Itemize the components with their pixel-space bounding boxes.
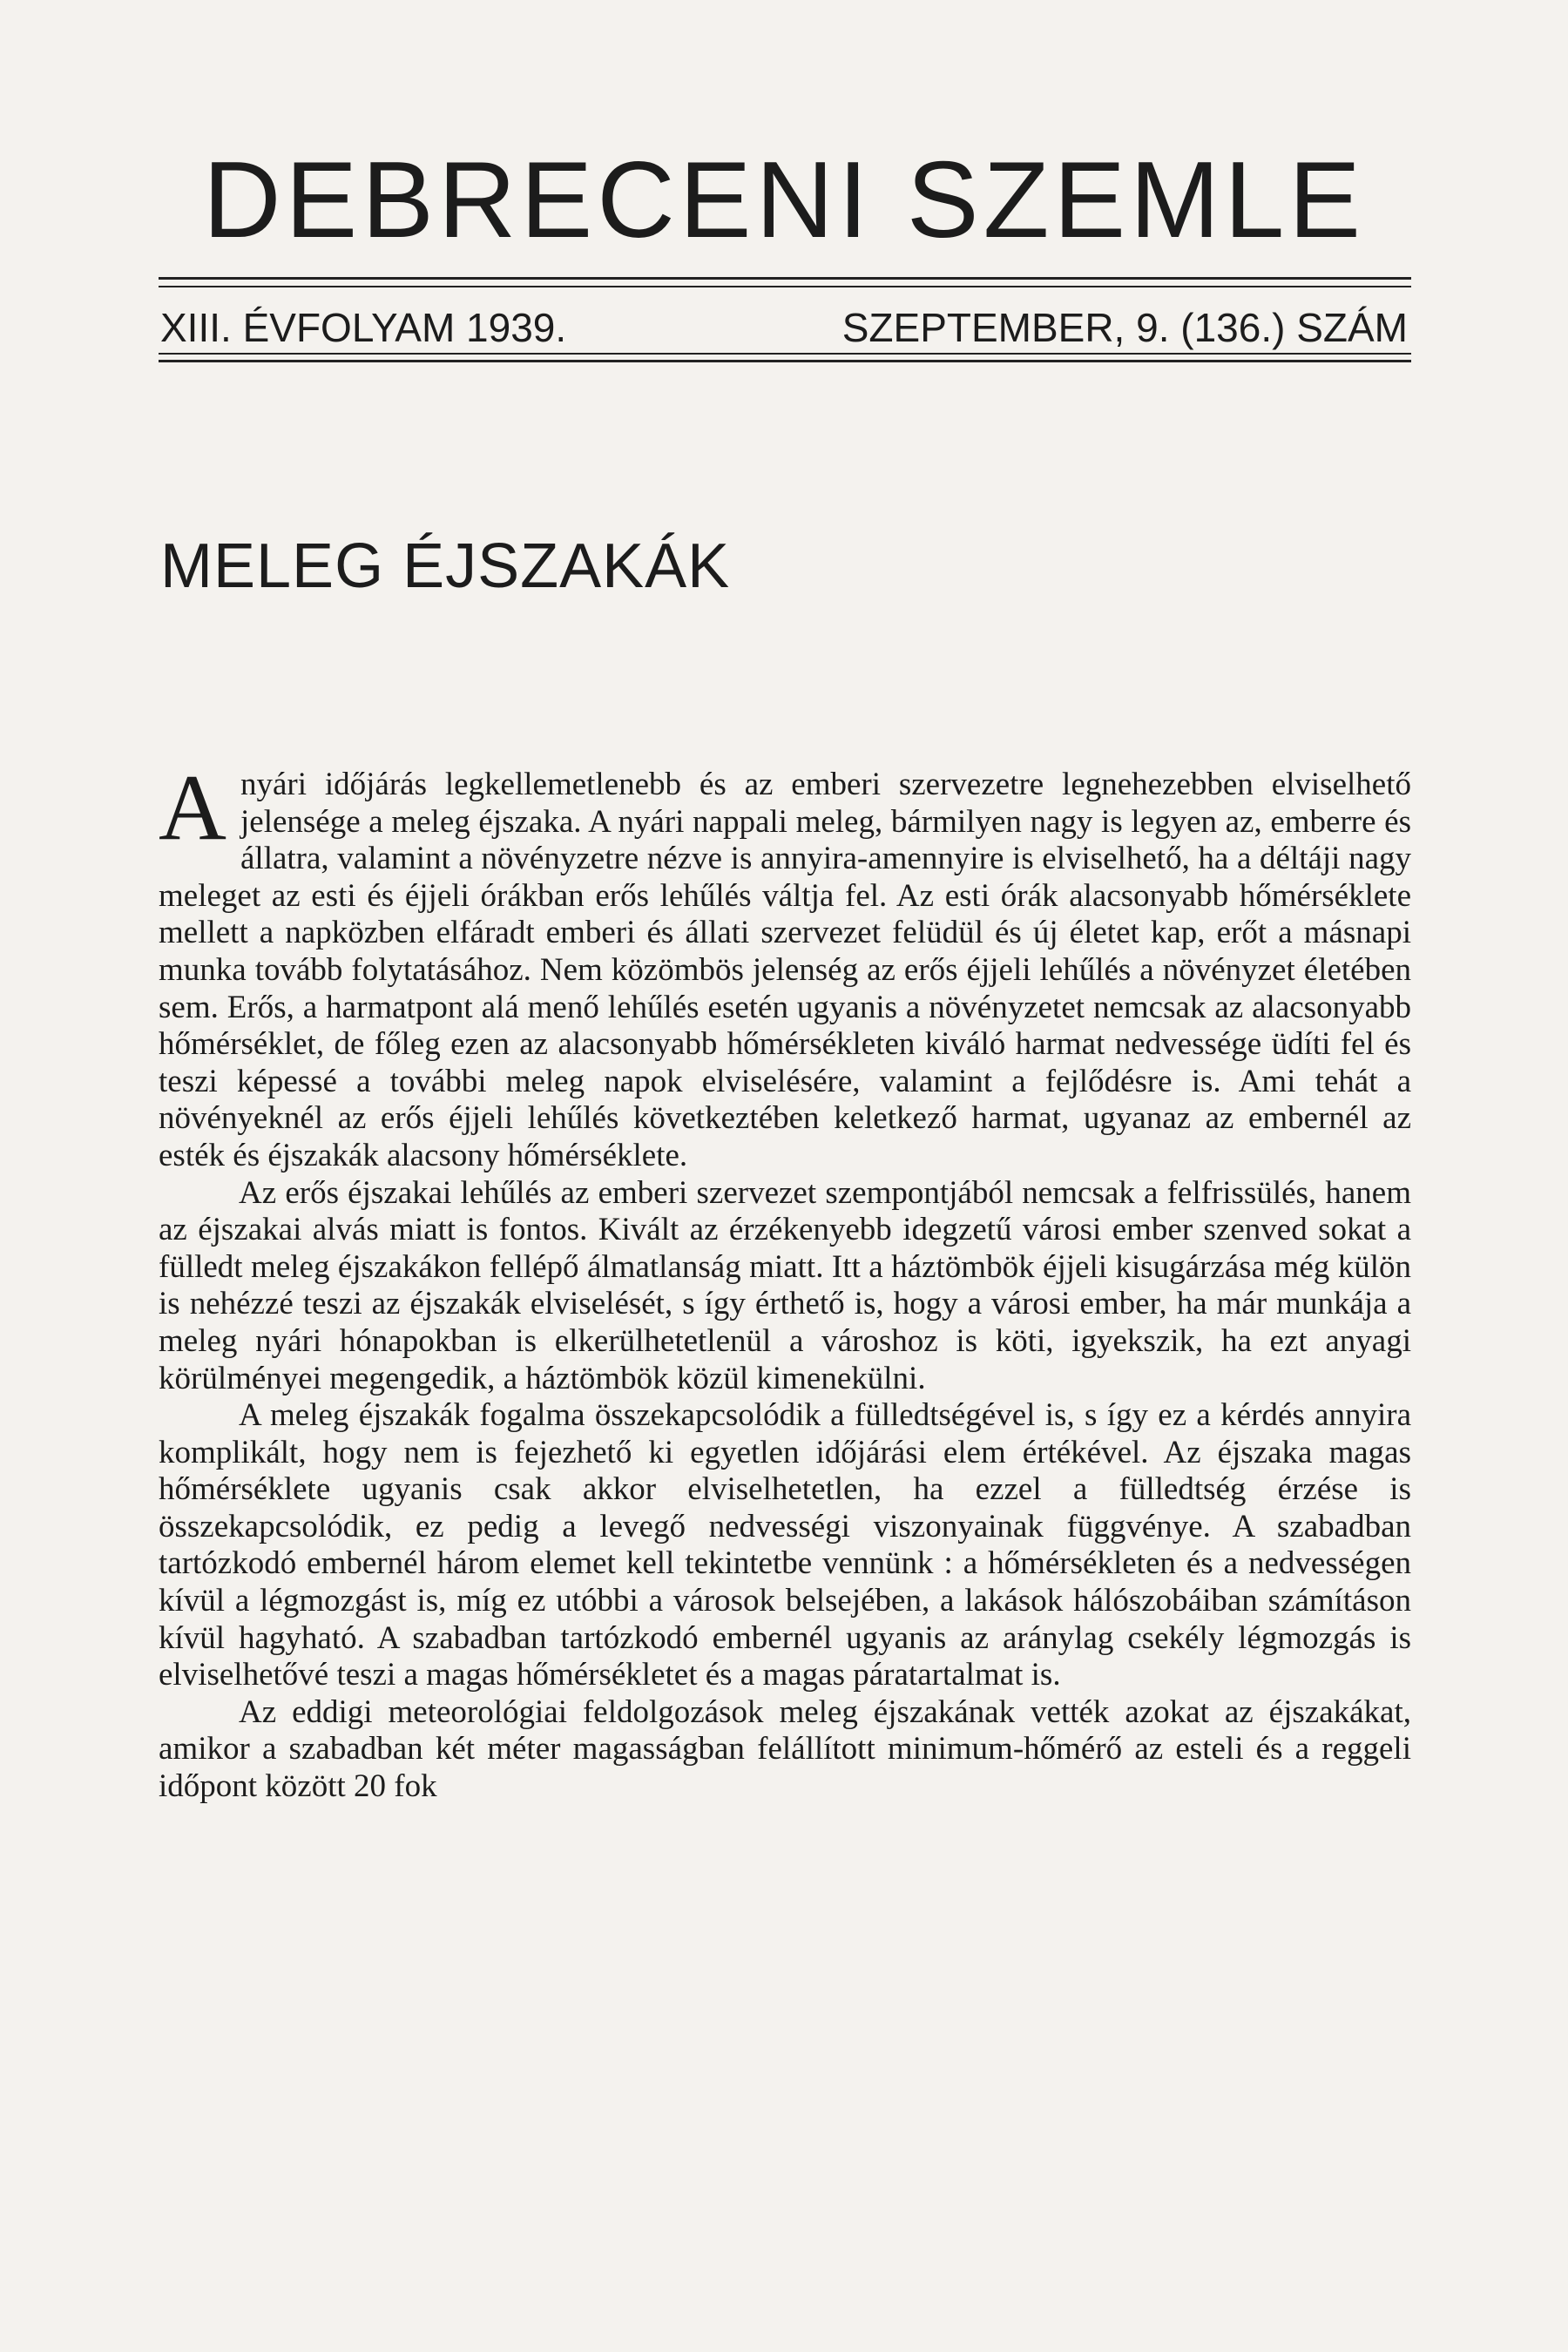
masthead-rule-top-thick: [159, 277, 1411, 280]
issue-info: SZEPTEMBER, 9. (136.) SZÁM: [841, 305, 1408, 350]
article-paragraph: [159, 756, 1411, 1175]
issue-line: [160, 303, 1408, 352]
drop-cap: A: [159, 756, 226, 860]
paragraph-text: nyári időjárás legkellemetlenebb és az emberi szervezetre legnehezebben elviselhető jelensége a meleg éjszaka. A nyári nappali meleg, bármilyen nagy is legyen az, emberre és állatra, valamint a növényzetre nézve is annyira-amennyire is elviselhető, ha a déltáji nagy meleget az esti és éjjeli órákban erős lehűlés váltja fel. Az esti órák alacsonyabb hőmérséklete mellett a napközben elfáradt emberi és állati szervezet felüdül és új életet kap, erőt a másnapi munka tovább folytatásához. Nem közömbös jelenség az erős éjjeli lehűlés a növényzet életében sem. Erős, a harmatpont alá menő lehűlés esetén ugyanis a növényzetet nemcsak az alacsonyabb hőmérséklet, de főleg ezen az alacsonyabb hőmérsékleten kiváló harmat nedvessége üdíti fel és teszi képessé a további meleg napok elviselésére, valamint a fejlődésre is. Ami tehát a növényeknél az erős éjjeli lehűlés következtében keletkező harmat, ugyanaz az embernél az esték és éjszakák alacsony hőmérséklete.: [159, 767, 1411, 1173]
article-body: [159, 756, 1411, 1806]
article-paragraph: A meleg éjszakák fogalma összekapcsolódik a fülledtségével is, s így ez a kérdés annyira komplikált, hogy nem is fejezhető ki egyetlen időjárási elem értékével. Az éjszaka magas hőmérséklete ugyanis csak akkor elviselhetetlen, ha ezzel a fülledtség érzése is összekapcsolódik, ez pedig a levegő nedvességi viszonyainak függvénye. A szabadban tartózkodó embernél három elemet kell tekintetbe vennünk : a hőmérsékleten és a nedvességen kívül a légmozgást is, míg ez utóbbi a városok belsejében, a lakások hálószobáiban számításon kívül hagyható. A szabadban tartózkodó embernél ugyanis az aránylag csekély légmozgás is elviselhetővé teszi a magas hőmérsékletet és a magas páratartalmat is.: [159, 1397, 1411, 1693]
volume-info: XIII. ÉVFOLYAM 1939.: [160, 305, 567, 350]
masthead-rule-bottom-thin: [159, 353, 1411, 355]
masthead-rule-bottom-thick: [159, 360, 1411, 362]
article-paragraph: Az erős éjszakai lehűlés az emberi szervezet szempontjából nemcsak a felfrissülés, hanem az éjszakai alvás miatt is fontos. Kivált az érzékenyebb idegzetű városi ember szenved sokat a fülledt meleg éjszakákon fellépő álmatlanság miatt. Itt a háztömbök éjjeli kisugárzása még külön is nehézzé teszi az éjszakák elviselését, s így érthető is, hogy a városi ember, ha már munkája a meleg nyári hónapokban is elkerülhetetlenül a városhoz is köti, igyekszik, ha ezt anyagi körülményei megengedik, a háztömbök közül kimenekülni.: [159, 1174, 1411, 1396]
journal-title: DEBRECENI SZEMLE: [202, 140, 1366, 260]
article-title: MELEG ÉJSZAKÁK: [160, 531, 731, 601]
article-paragraph: Az eddigi meteorológiai feldolgozások meleg éjszakának vették azokat az éjszakákat, amikor a szabadban két méter magasságban felállított minimum-hőmérő az esteli és a reggeli időpont között 20 fok: [159, 1693, 1411, 1805]
masthead-rule-top-thin: [159, 286, 1411, 287]
